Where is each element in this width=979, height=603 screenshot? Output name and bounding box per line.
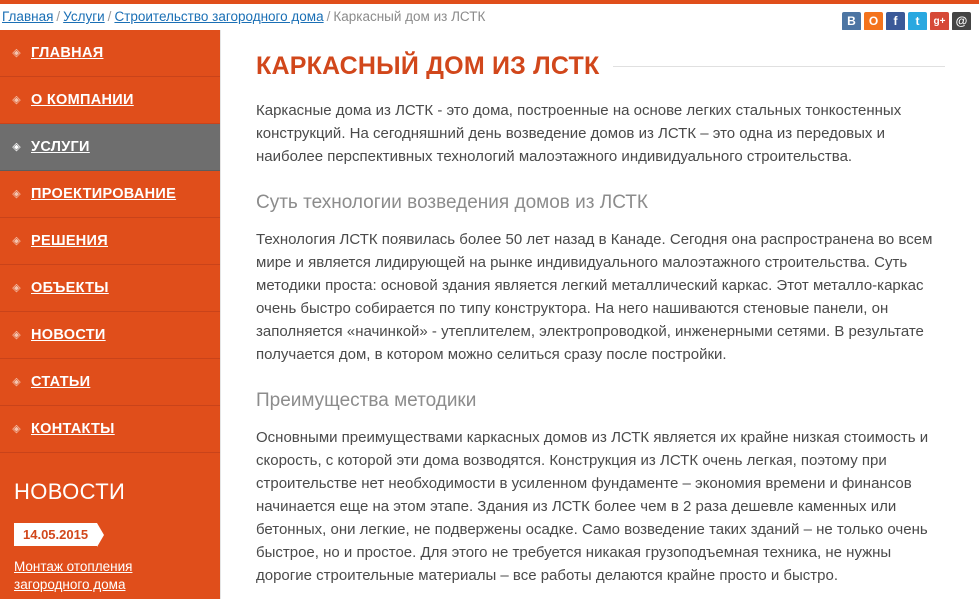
sidebar-item-label: СТАТЬИ xyxy=(31,374,91,390)
facebook-icon[interactable]: f xyxy=(886,12,905,31)
body-wrapper xyxy=(0,30,979,599)
sidebar-item-kontakty[interactable] xyxy=(0,406,220,453)
sidebar-item-stati[interactable] xyxy=(0,359,220,406)
diamond-icon: ◈ xyxy=(12,93,21,106)
diamond-icon: ◈ xyxy=(12,234,21,247)
diamond-icon: ◈ xyxy=(12,375,21,388)
breadcrumb-separator-1: / xyxy=(107,9,112,24)
section-paragraph-technology: Технология ЛСТК появилась более 50 лет назад в Канаде. Сегодня она распространена во всем мире и является лидирующей на рынке индивидуального малоэтажного строительства. Суть методики проста: основой здания является легкий металлический каркас. Этот металло-каркас очень быстро собирается по типу конструктора. На него нашиваются стеновые панели, он заполняется «начинкой» - утеплителем, электропроводкой, инженерными сетями. В результате получается дом, в котором можно селиться сразу после постройки. xyxy=(256,231,933,363)
top-bar xyxy=(0,0,979,30)
intro-paragraph: Каркасные дома из ЛСТК - это дома, построенные на основе легких стальных тонкостенных конструкций. На сегодняшний день возведение домов из ЛСТК – это одна из передовых и наиболее перспективных технологий малоэтажного индивидуального строительства. xyxy=(256,102,902,165)
diamond-icon: ◈ xyxy=(12,422,21,435)
news-date-wrapper xyxy=(0,505,220,546)
diamond-icon: ◈ xyxy=(12,140,21,153)
section-heading-technology: Суть технологии возведения домов из ЛСТК xyxy=(256,192,648,213)
sidebar-item-label: УСЛУГИ xyxy=(31,139,90,155)
sidebar-item-label: О КОМПАНИИ xyxy=(31,92,134,108)
sidebar-item-o-kompanii[interactable] xyxy=(0,77,220,124)
news-heading: НОВОСТИ xyxy=(14,479,126,504)
sidebar-item-novosti[interactable] xyxy=(0,312,220,359)
sidebar-item-proektirovanie[interactable] xyxy=(0,171,220,218)
section-heading-advantages: Преимущества методики xyxy=(256,390,477,411)
email-icon[interactable]: @ xyxy=(952,12,971,31)
sidebar-item-glavnaya[interactable] xyxy=(0,30,220,77)
sidebar-item-label: ГЛАВНАЯ xyxy=(31,45,104,61)
sidebar-item-label: ОБЪЕКТЫ xyxy=(31,280,109,296)
sidebar-item-uslugi[interactable] xyxy=(0,124,220,171)
section-paragraph-advantages: Основными преимуществами каркасных домов из ЛСТК является их крайне низкая стоимость и скорость, с которой эти дома возводятся. Конструкция из ЛСТК очень легкая, поэтому при строительстве нет необходимости в усиленном фундаменте – экономия времени и финансов начинается еще на этом этапе. Здания из ЛСТК более чем в 2 раза дешевле каменных или бетонных, они легкие, не подвержены осадке. Само возведение таких зданий – не только очень быстрое, но и простое. Для этого не требуется никакая грузоподъемная техника, не нужны дорогие строительные материалы – все работы делаются крайне просто и быстро. xyxy=(256,429,929,584)
sidebar-item-label: НОВОСТИ xyxy=(31,327,106,343)
breadcrumb xyxy=(0,4,485,30)
breadcrumb-item-2[interactable]: Строительство загородного дома xyxy=(114,9,324,24)
diamond-icon: ◈ xyxy=(12,46,21,59)
breadcrumb-separator-2: / xyxy=(326,9,331,24)
twitter-icon[interactable]: t xyxy=(908,12,927,31)
diamond-icon: ◈ xyxy=(12,187,21,200)
sidebar-item-label: ПРОЕКТИРОВАНИЕ xyxy=(31,186,177,202)
breadcrumb-item-1[interactable]: Услуги xyxy=(63,9,105,24)
social-links xyxy=(842,12,971,31)
odnoklassniki-icon[interactable]: O xyxy=(864,12,883,31)
sidebar-menu xyxy=(0,30,220,453)
main-content xyxy=(220,30,979,599)
sidebar-item-obekty[interactable] xyxy=(0,265,220,312)
breadcrumb-separator-0: / xyxy=(56,9,61,24)
page-title: КАРКАСНЫЙ ДОМ ИЗ ЛСТК xyxy=(256,52,600,80)
google-plus-icon[interactable]: g+ xyxy=(930,12,949,31)
sidebar-item-label: РЕШЕНИЯ xyxy=(31,233,109,249)
breadcrumb-item-current: Каркасный дом из ЛСТК xyxy=(333,9,486,24)
sidebar-item-label: КОНТАКТЫ xyxy=(31,421,115,437)
page-title-row xyxy=(256,52,945,81)
diamond-icon: ◈ xyxy=(12,328,21,341)
news-item-link[interactable]: Монтаж отопления загородного дома xyxy=(14,559,133,592)
sidebar xyxy=(0,30,220,599)
breadcrumb-item-0[interactable]: Главная xyxy=(2,9,54,24)
title-divider xyxy=(613,66,945,67)
news-date-badge: 14.05.2015 xyxy=(14,523,97,546)
vk-icon[interactable]: B xyxy=(842,12,861,31)
sidebar-item-resheniya[interactable] xyxy=(0,218,220,265)
diamond-icon: ◈ xyxy=(12,281,21,294)
